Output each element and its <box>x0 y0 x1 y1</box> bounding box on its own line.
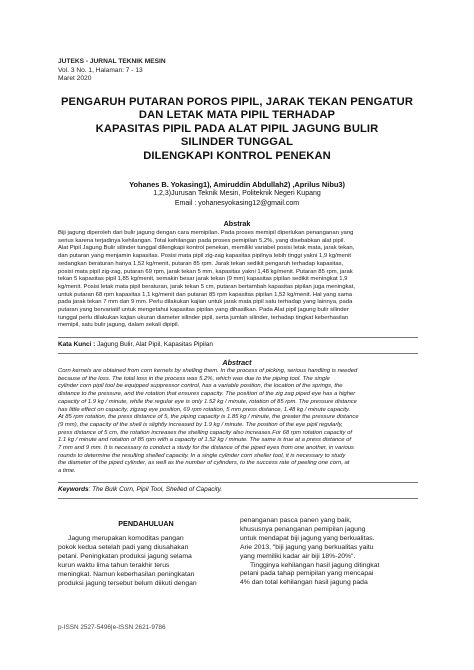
text-line: petani. Peningkatan produksi jagung selama <box>58 552 192 560</box>
text-line: Tingginya kehilangan hasil jagung ditingkat <box>250 561 380 569</box>
text-line: kurun waktu lima tahun terakhir terus <box>58 561 170 569</box>
keywords <box>58 486 418 494</box>
title-line: PENGARUH PUTARAN POROS PIPIL, JARAK TEKAN PENGATUR <box>60 96 414 108</box>
issn-footer: p-ISSN 2527-5496|e-ISSN 2621-9786 <box>58 624 166 631</box>
text-line: cylinder corn pipil tool be equipped suppressor control, has a variable position, the location of the springs, the <box>58 383 343 390</box>
kata-kunci-label: Kata Kunci : <box>58 341 96 348</box>
text-line: capacity of 1.9 kg / minute, while the regular eye is only 1.52 kg / minute, rotation of 85 rpm. The pressure distance <box>58 398 357 405</box>
text-line: dan putaran yang menjamin kapasitas. Posisi mata pipil zig-zag kapasitas pipilnya lebih tinggi yakni 1,9 kg/menit <box>58 253 352 260</box>
text-line: tekan 5 kapasitas pipil 1,85 kg/menit, semakin besar jarak tekan (9 mm) kapasitas pipilan sedikit meningkat 1,9 <box>58 276 348 283</box>
text-line: 1.1 kg / minute and rotation of 85 rpm with a capacity of 1.52 kg / minute. The same is true at a press distance of <box>58 437 352 444</box>
text-line: produksi jagung tersebut belum diikuti dengan <box>58 579 197 587</box>
section-heading: PENDAHULUAN <box>118 519 174 528</box>
text-line: pada jarak tekan 7 mm dan 9 mm. Perlu dilakukan kajian untuk jarak mata pipil satu terhadap yang lainnya, pada <box>58 299 353 306</box>
journal-header <box>58 58 166 84</box>
author-block <box>44 180 430 208</box>
text-line: yang memiliki kadar air biji 18%-20%". <box>240 552 356 560</box>
text-line: distance to the pressure, and the rotation that ensures capacity. The position of the zig zag piped eye has a higher <box>58 391 356 398</box>
text-line: rounds to determine the resulting shelled capacity. In a single cylinder corn sheller tool, it is necessary to study <box>58 452 346 459</box>
author-email: Email : yohanesyokasing12@gmail.com <box>174 199 300 207</box>
text-line: sedangkan beraturan hanya 1,52 kg/menit, putaran 85 rpm. Jarak tekan sedikit pengaruh terhadap kapasitas, <box>58 260 344 267</box>
text-line: Biji jagung diperoleh dari bulir jagung dengan cara memipilan. Pada proses memipil diperlukan penanganan yang <box>58 230 354 236</box>
text-line: press distance of 5 cm, the rotation increases the shelling capacity also increases.For 68 rpm rotation capacity of <box>58 429 353 436</box>
title-line: KAPASITAS PIPIL PADA ALAT PIPIL JAGUNG BULIR <box>95 122 379 135</box>
divider <box>58 337 418 338</box>
text-line: Alat Pipil Jagung Bulir silinder tunggal dilengkapi kontrol penekan, memiliki variabel posisi letak mata, jarak tekan, <box>58 245 355 252</box>
text-line: khususnya penanganan pemipilan jagung <box>240 525 366 533</box>
text-line: pokok kedua setelah padi yang diusahakan <box>58 543 189 551</box>
divider <box>58 498 418 499</box>
abstrak-heading: Abstrak <box>223 219 251 228</box>
text-line: memipil, satu bulir jagung, dalam sekali dipipil. <box>58 322 180 329</box>
journal-volume: Vol. 3 No. 1, Halaman: 7 - 13 <box>58 66 143 74</box>
intro-left-column <box>58 535 236 588</box>
text-line: Corn kernels are obtained from corn kernels by shelling them. In the process of picking, serious handling is needed <box>58 368 358 374</box>
title-line: DAN LETAK MATA PIPIL TERHADAP <box>138 109 336 122</box>
text-line: untuk mendapat biji jagung yang berkualitas. <box>240 534 375 542</box>
text-line: Arie 2013, "biji jagung yang berkualitas yaitu <box>240 543 374 551</box>
kata-kunci <box>58 341 418 349</box>
text-line: serius karena terjadinya kehilangan. Total kehilangan pada proses pemipilan 5,2%, yang disebabkan alat pipil. <box>58 237 346 244</box>
text-line: 4% dan total kehilangan hasil jagung pada <box>240 579 368 587</box>
abstract-body <box>58 368 418 476</box>
text-line: putaran yang bervariatif untuk mengetahui kapasitas pipilan yang dihasilkan. Pada Alat pipil jagung bulir silinder <box>58 307 349 314</box>
kata-kunci-text: Jagung Bulir, Alat Pipil, Kapasitas Pipilan <box>95 341 213 348</box>
text-line: penanganan pasca panen yang baik, <box>240 517 352 524</box>
keywords-text: : The Bulk Corn, Pipil Tool, Shelled of Capacity. <box>88 486 223 493</box>
text-line: posisi mata pipil zig-zag, putaran 69 rpm, jarak tekan 5 mm, kapasitas yakni 1,48 kg/menit. Putaran 85 rpm, jarak <box>58 268 353 275</box>
text-line: the diameter of the piped cylinder, as well as the number of cylinders, to the success rate of peeling one corn, at <box>58 460 350 467</box>
text-line: untuk putaran 68 rpm kapasitas 1,1 kg/menit dan putaran 85 rpm kapasitas pipilan 1,52 kg/menit. Hal yang sama <box>58 291 353 298</box>
keywords-label: Keywords <box>58 486 89 493</box>
text-line: 7 mm and 9 mm. It is necessary to conduct a study for the distance of the piped eyes from one another, in various <box>58 445 354 452</box>
text-line: kg/menit. Posisi letak mata pipil beraturan, jarak tekan 5 cm, putaran bertambah kapasitas pipilan juga meningkat, <box>58 283 355 290</box>
text-line: petani pada tahap pemipilan yang mencapai <box>240 570 374 578</box>
abstract-heading: Abstract <box>222 358 252 367</box>
text-line: At 85 rpm rotation, the press distance of 5, the piping capacity is 1.85 kg / minute, the greater the pressure distance <box>58 414 359 421</box>
author-names: Yohanes B. Yokasing1), Amiruddin Abdullah2) ,Aprilus Nibu3) <box>129 180 345 189</box>
text-line: a time. <box>58 468 76 475</box>
title-line: SILINDER TUNGGAL <box>180 136 294 149</box>
divider <box>58 482 418 483</box>
intro-right-column <box>240 517 418 588</box>
text-line: Jagung merupakan komoditas pangan <box>68 535 184 542</box>
text-line: meningkat. Namun keberhasilan peningkatan <box>58 570 195 578</box>
journal-date: Maret 2020 <box>58 75 92 83</box>
journal-name: JUTEKS - JURNAL TEKNIK MESIN <box>58 58 166 65</box>
text-line: (9 mm), the capacity of the shell is slightly increased by 1.9 kg / minute. The position of the eye pipil regularly, <box>58 421 343 428</box>
paper-title <box>44 96 430 163</box>
title-line: DILENGKAPI KONTROL PENEKAN <box>143 149 331 162</box>
text-line: because of the loss. The total loss in the process was 5.2%, which was due to the piping tool. The single <box>58 375 330 382</box>
author-affiliation: 1,2,3)Jurusan Teknik Mesin, Politeknik Negeri Kupang <box>153 190 321 198</box>
text-line: has little effect on capacity, zigzag eye position, 69 rpm rotation, 5 mm press distance, 1.48 kg / minute capacity. <box>58 406 351 413</box>
text-line: tunggal perlu dilakukan kajian ukuran diameter silinder pipil, serta jumlah silinder, terhadap tingkat keberhasilan <box>58 314 349 321</box>
abstrak-body <box>58 230 418 330</box>
divider <box>58 353 418 354</box>
